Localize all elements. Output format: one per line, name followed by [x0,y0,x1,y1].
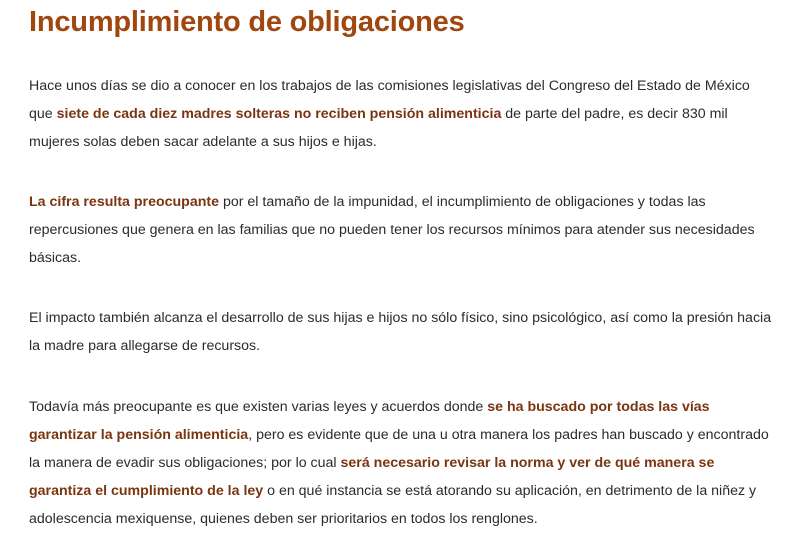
highlighted-text: será necesario revisar la norma y ver de qué manera se garantiza el cumplimiento de la ley [29,455,715,499]
highlighted-text: se ha buscado por todas las vías garantizar la pensión alimenticia [29,399,710,443]
paragraph-2 [29,188,774,272]
paragraph-text: El impacto también alcanza el desarrollo de sus hijas e hijos no sólo físico, sino psicológico, así como la presión hacia la madre para allegarse de recursos. [29,310,772,354]
paragraph-4 [29,393,774,533]
paragraph-text: de parte del padre, es decir 830 mil mujeres solas deben sacar adelante a sus hijos e hijas. [29,106,728,150]
highlighted-text: La cifra resulta preocupante [29,194,220,210]
highlighted-text: siete de cada diez madres solteras no reciben pensión alimenticia [56,106,502,122]
paragraph-text: Hace unos días se dio a conocer en los trabajos de las comisiones legislativas del Congreso del Estado de México que [29,78,750,122]
article-title: Incumplimiento de obligaciones [29,6,465,38]
paragraph-text: Todavía más preocupante es que existen varias leyes y acuerdos donde [29,399,488,415]
paragraph-text: o en qué instancia se está atorando su aplicación, en detrimento de la niñez y adolescencia mexiquense, quienes deben ser prioritarios en todos los renglones. [29,483,757,527]
paragraph-1 [29,72,774,156]
paragraph-text: , pero es evidente que de una u otra manera los padres han buscado y encontrado la manera de evadir sus obligaciones; por lo cual [29,427,769,471]
paragraph-3 [29,304,774,360]
paragraph-text: por el tamaño de la impunidad, el incumplimiento de obligaciones y todas las repercusiones que genera en las familias que no pueden tener los recursos mínimos para atender sus necesidades básicas. [29,194,755,266]
